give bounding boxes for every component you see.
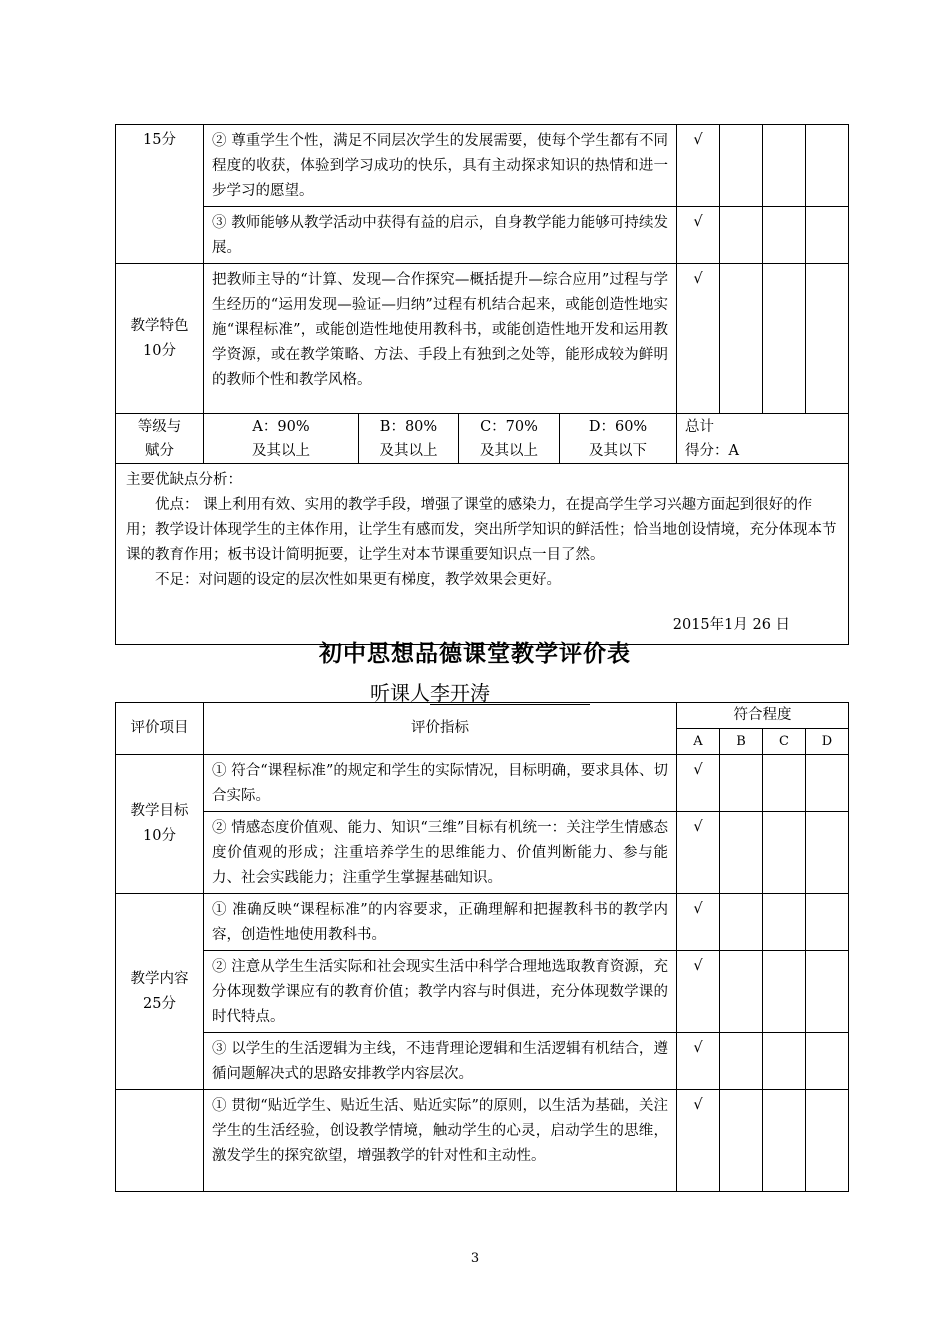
mark-c [763,1090,806,1192]
grade-c-desc: 及其以上 [480,443,538,459]
bottom-evaluation-table [115,702,849,1192]
category-name: 教学特色 [130,317,189,334]
indicator-cell: ③ 以学生的生活逻辑为主线，不违背理论逻辑和生活逻辑有机结合，遵循问题解决式的思路安排教学内容层次。 [204,1033,677,1090]
category-score: 15分 [143,132,176,148]
indicator-cell: ① 符合“课程标准”的规定和学生的实际情况，目标明确，要求具体、切合实际。 [204,755,677,812]
mark-b [720,1090,763,1192]
total-score-cell [677,414,849,464]
mark-a: √ [677,207,720,264]
mark-a: √ [677,1033,720,1090]
category-name: 教学目标 [130,803,189,819]
grade-a-cell [204,414,359,464]
mark-b [720,264,763,414]
indicator-cell: ① 贯彻“贴近学生、贴近生活、贴近实际”的原则，以生活为基础，关注学生的生活经验，创设教学情境，触动学生的心灵，启动学生的思维，激发学生的探究欲望，增强教学的针对性和主动性。 [204,1090,677,1192]
mark-a: √ [677,1090,720,1192]
indicator-cell: ② 情感态度价值观、能力、知识“三维”目标有机统一：关注学生情感态度价值观的形成；注重培养学生的思维能力、价值判断能力、参与能力、社会实践能力；注重学生掌握基础知识。 [204,812,677,894]
analysis-strengths: 优点： 课上利用有效、实用的教学手段，增强了课堂的感染力，在提高学生学习兴趣方面起到很好的作用；教学设计体现学生的主体作用，让学生有感而发，突出所学知识的鲜活性；恰当地创设情境，充分体现本节课的教育作用；板书设计简明扼要，让学生对本节课重要知识点一目了然。 [126,497,837,563]
mark-c [763,755,806,812]
mark-c [763,207,806,264]
mark-a: √ [677,951,720,1033]
mark-b [720,1033,763,1090]
mark-d [806,125,849,207]
mark-c [763,264,806,414]
indicator-cell: 把教师主导的“计算、发现—合作探究—概括提升—综合应用”过程与学生经历的“运用发现—验证—归纳”过程有机结合起来，或能创造性地实施“课程标准”，或能创造性地使用教科书，或能创造性地开发和运用教学资源，或在教学策略、方法、手段上有独到之处等，能形成较为鲜明的教师个性和教学风格。 [204,264,677,414]
category-cell-1 [116,125,204,264]
header-level-c: C [763,729,806,755]
evaluation-date: 2015年1月 26 日 [672,617,791,633]
mark-c [763,894,806,951]
mark-b [720,755,763,812]
header-conformity: 符合程度 [677,703,849,729]
mark-b [720,951,763,1033]
mark-d [806,264,849,414]
mark-d [806,1090,849,1192]
page-number: 3 [470,1251,480,1266]
analysis-heading: 主要优缺点分析： [126,472,242,488]
category-cell-teaching-feature [116,264,204,414]
mark-d [806,755,849,812]
mark-a: √ [677,264,720,414]
form-title: 初中思想品德课堂教学评价表 [319,640,631,667]
category-cell-teaching-objectives [116,755,204,894]
grade-b-desc: 及其以上 [379,443,438,459]
listener-name: 李开涛 [430,682,590,705]
mark-d [806,207,849,264]
mark-a: √ [677,812,720,894]
grade-d-desc: 及其以下 [589,443,648,459]
mark-c [763,1033,806,1090]
mark-a: √ [677,125,720,207]
total-label: 总计 [685,419,715,435]
grade-label-line1: 等级与 [137,419,182,435]
mark-d [806,812,849,894]
header-indicator: 评价指标 [204,703,677,755]
grade-c-cell [459,414,560,464]
grade-label-cell [116,414,204,464]
indicator-cell: ③ 教师能够从教学活动中获得有益的启示，自身教学能力能够可持续发展。 [204,207,677,264]
top-evaluation-table [115,124,849,645]
mark-d [806,1033,849,1090]
category-score: 10分 [143,828,176,844]
listener-label: 听课人 [370,681,430,705]
grade-a-percent: A：90% [252,419,310,435]
header-level-a: A [677,729,720,755]
mark-a: √ [677,755,720,812]
grade-b-percent: B：80% [379,419,438,435]
total-score: 得分：A [685,443,740,459]
analysis-cell [116,464,849,645]
grade-a-desc: 及其以上 [252,443,310,459]
category-cell-continued [116,1090,204,1192]
category-score: 25分 [143,995,176,1012]
grade-label-line2: 赋分 [145,443,174,459]
mark-a: √ [677,894,720,951]
mark-c [763,951,806,1033]
category-score: 10分 [143,342,176,359]
header-item: 评价项目 [116,703,204,755]
grade-d-percent: D：60% [588,419,648,435]
indicator-cell: ② 注意从学生生活实际和社会现实生活中科学合理地选取教育资源，充分体现数学课应有的教育价值；教学内容与时俱进，充分体现数学课的时代特点。 [204,951,677,1033]
category-name: 教学内容 [130,970,189,987]
mark-b [720,207,763,264]
header-level-d: D [806,729,849,755]
header-level-b: B [720,729,763,755]
mark-b [720,894,763,951]
mark-c [763,125,806,207]
mark-b [720,125,763,207]
mark-b [720,812,763,894]
grade-b-cell [359,414,459,464]
mark-d [806,894,849,951]
category-cell-teaching-content [116,894,204,1090]
mark-d [806,951,849,1033]
grade-d-cell [560,414,677,464]
indicator-cell: ① 准确反映“课程标准”的内容要求，正确理解和把握教科书的教学内容，创造性地使用教科书。 [204,894,677,951]
analysis-weakness: 不足：对问题的设定的层次性如果更有梯度，教学效果会更好。 [155,572,561,588]
grade-c-percent: C：70% [480,419,538,435]
indicator-cell: ② 尊重学生个性，满足不同层次学生的发展需要，使每个学生都有不同程度的收获，体验到学习成功的快乐，具有主动探求知识的热情和进一步学习的愿望。 [204,125,677,207]
mark-c [763,812,806,894]
